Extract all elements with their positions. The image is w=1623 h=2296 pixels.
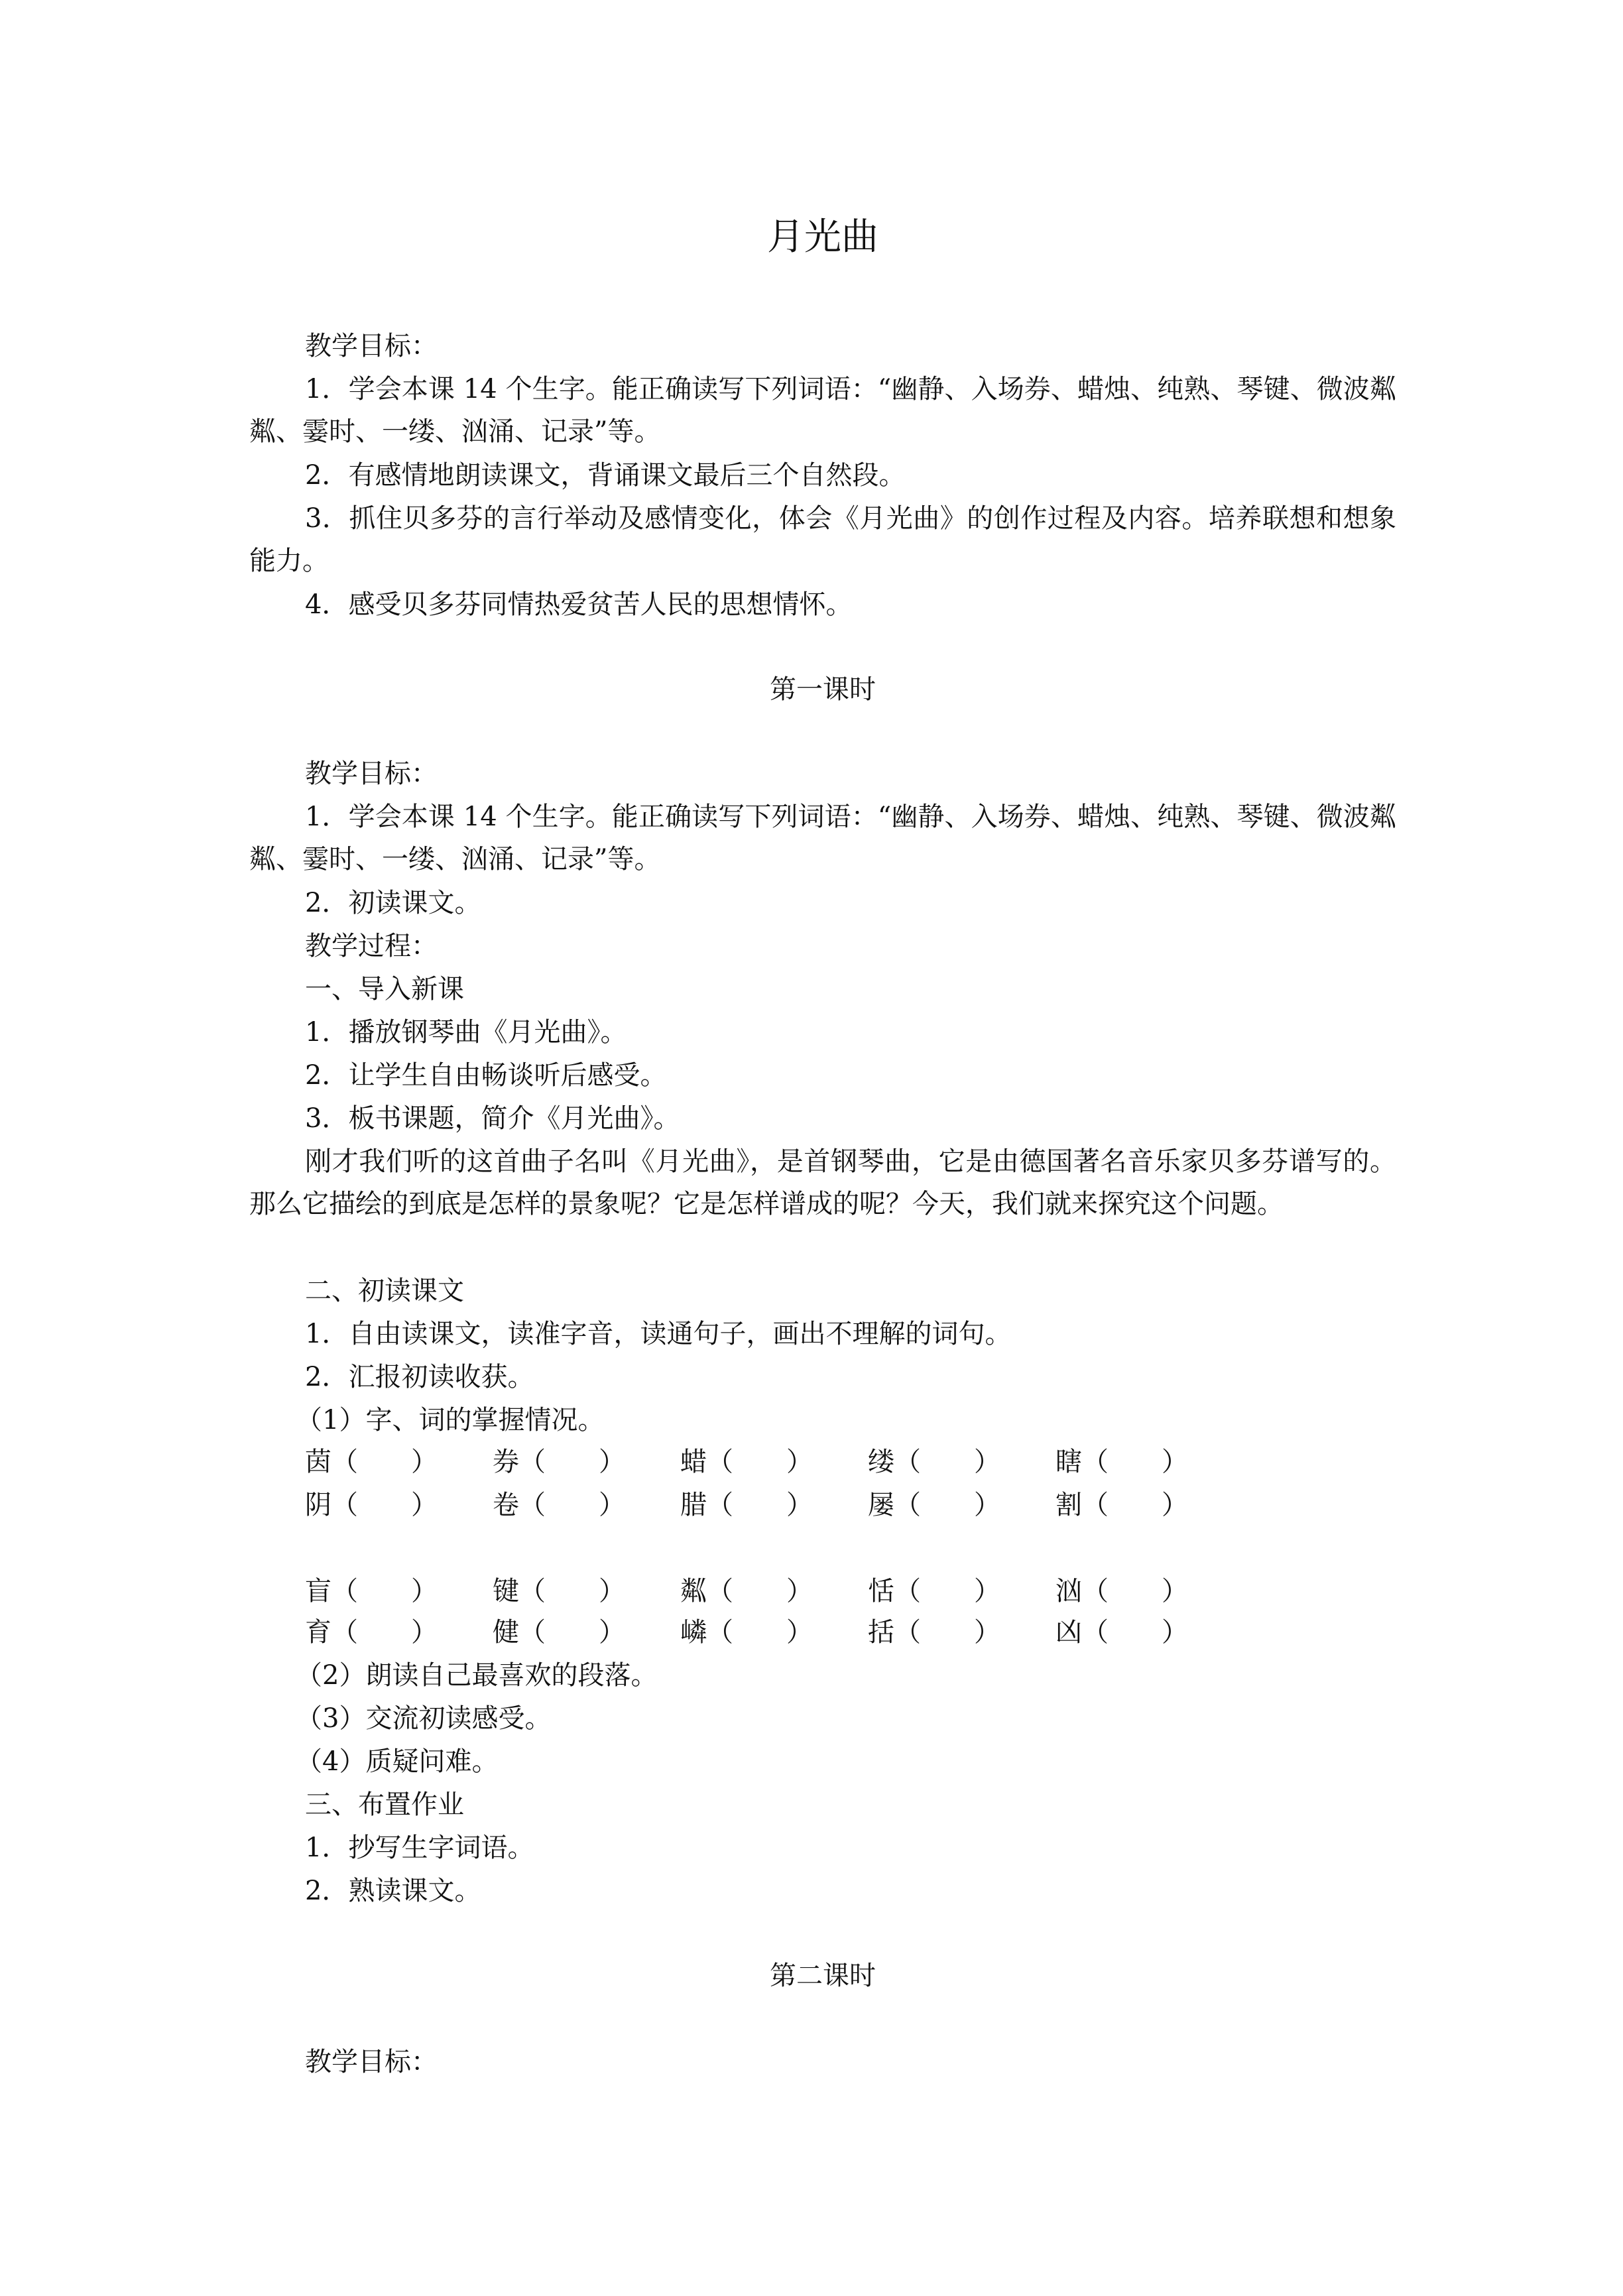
char-row-1 [305, 1441, 1396, 1483]
char-row-3 [305, 1570, 1396, 1612]
char-cell: 屡（ ） [868, 1490, 1000, 1520]
part2-step-2: 2．汇报初读收获。 [305, 1362, 534, 1392]
char-cell: 粼（ ） [680, 1576, 813, 1606]
lesson1-heading: 第一课时 [770, 674, 876, 705]
lesson2-heading: 第二课时 [770, 1961, 876, 1991]
part2-sub-1: （1）字、词的掌握情况。 [296, 1405, 605, 1435]
char-cell: 恬（ ） [868, 1576, 1000, 1606]
char-cell: 括（ ） [868, 1617, 1000, 1648]
overview-goals-heading: 教学目标： [305, 331, 438, 361]
char-cell: 割（ ） [1055, 1490, 1188, 1520]
part3-step-2: 2．熟读课文。 [305, 1876, 481, 1906]
char-cell: 卷（ ） [493, 1490, 625, 1520]
overview-goal-1: 1．学会本课 14 个生字。能正确读写下列词语：“幽静、入场券、蜡烛、纯熟、琴键、微波粼粼、霎时、一缕、汹涌、记录”等。 [249, 374, 1396, 447]
part3-heading: 三、布置作业 [305, 1789, 464, 1820]
part2-sub-2: （2）朗读自己最喜欢的段落。 [296, 1660, 658, 1691]
page-title: 月光曲 [767, 215, 878, 259]
char-cell: 盲（ ） [305, 1576, 438, 1606]
document-page [249, 0, 1396, 2296]
part1-step-1: 1．播放钢琴曲《月光曲》。 [305, 1017, 627, 1048]
part2-sub-3: （3）交流初读感受。 [296, 1703, 552, 1734]
char-cell: 瞎（ ） [1055, 1447, 1188, 1477]
char-cell: 键（ ） [493, 1576, 625, 1606]
part3-step-1: 1．抄写生字词语。 [305, 1833, 534, 1863]
char-cell: 腊（ ） [680, 1490, 813, 1520]
char-cell: 蜡（ ） [680, 1447, 813, 1477]
overview-goal-4: 4．感受贝多芬同情热爱贫苦人民的思想情怀。 [305, 589, 853, 620]
part2-heading: 二、初读课文 [305, 1276, 464, 1306]
char-row-4 [305, 1611, 1396, 1654]
lesson1-goal-1: 1．学会本课 14 个生字。能正确读写下列词语：“幽静、入场券、蜡烛、纯熟、琴键、微波粼粼、霎时、一缕、汹涌、记录”等。 [249, 802, 1396, 875]
overview-goal-2: 2．有感情地朗读课文，背诵课文最后三个自然段。 [305, 460, 906, 491]
part2-sub-4: （4）质疑问难。 [296, 1746, 499, 1777]
char-row-2 [305, 1484, 1396, 1526]
char-cell: 茵（ ） [305, 1447, 438, 1477]
char-cell: 券（ ） [493, 1447, 625, 1477]
part1-step-2: 2．让学生自由畅谈听后感受。 [305, 1060, 667, 1091]
overview-goal-3: 3．抓住贝多芬的言行举动及感情变化，体会《月光曲》的创作过程及内容。培养联想和想象能力。 [249, 503, 1396, 576]
char-cell: 缕（ ） [868, 1447, 1000, 1477]
char-cell: 嶙（ ） [680, 1617, 813, 1648]
char-cell: 健（ ） [493, 1617, 625, 1648]
char-cell: 育（ ） [305, 1617, 438, 1648]
part1-step-3: 3．板书课题，简介《月光曲》。 [305, 1103, 680, 1134]
lesson1-process-heading: 教学过程： [305, 931, 438, 961]
char-cell: 凶（ ） [1055, 1617, 1188, 1648]
part2-step-1: 1．自由读课文，读准字音，读通句子，画出不理解的词句。 [305, 1319, 1012, 1349]
char-cell: 阴（ ） [305, 1490, 438, 1520]
char-cell: 汹（ ） [1055, 1576, 1188, 1606]
part1-heading: 一、导入新课 [305, 974, 464, 1004]
lesson2-goals-heading: 教学目标： [305, 2047, 438, 2077]
lesson1-goals-heading: 教学目标： [305, 758, 438, 789]
lesson1-goal-2: 2．初读课文。 [305, 888, 481, 918]
part1-intro-text: 刚才我们听的这首曲子名叫《月光曲》，是首钢琴曲，它是由德国著名音乐家贝多芬谱写的。那么它描绘的到底是怎样的景象呢？它是怎样谱成的呢？今天，我们就来探究这个问题。 [249, 1146, 1396, 1219]
